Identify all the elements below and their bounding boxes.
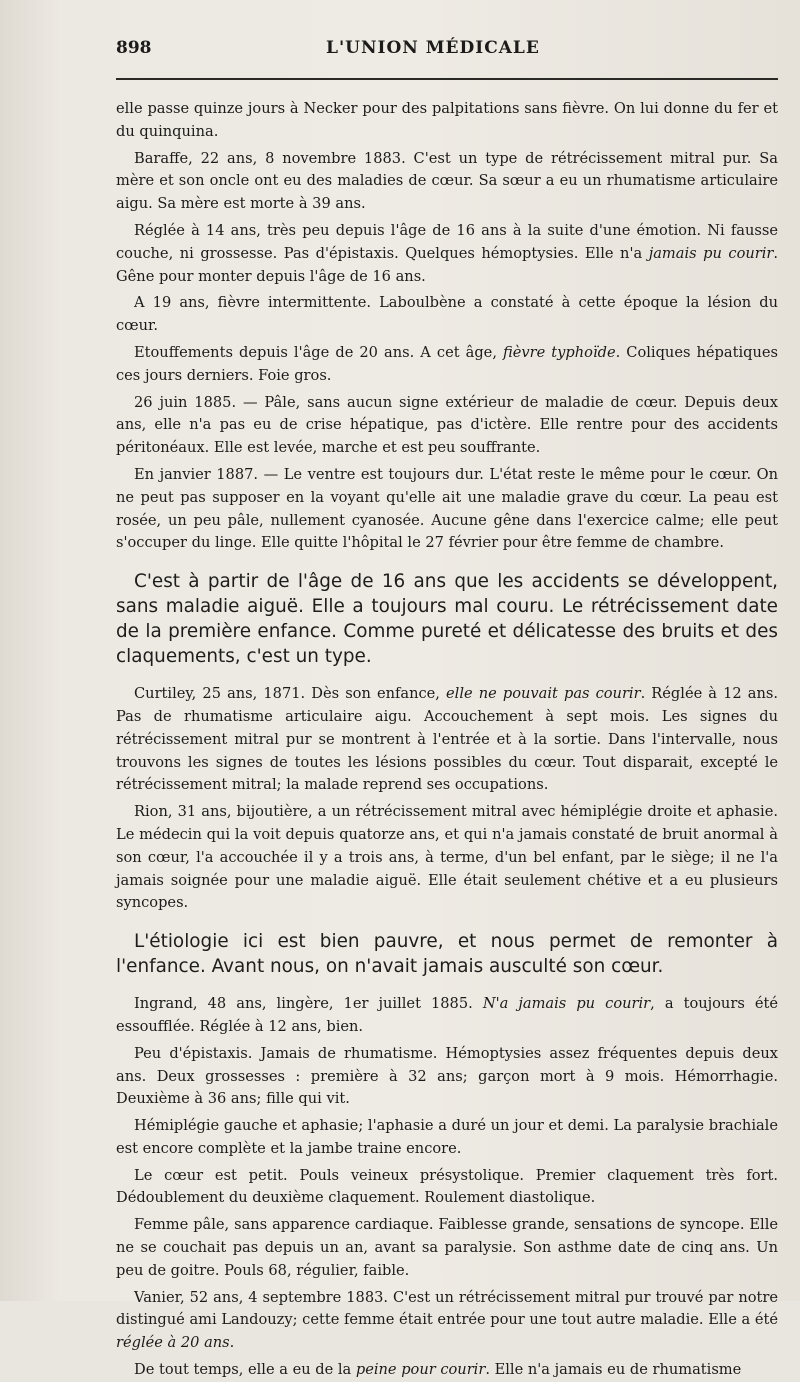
text-run: . Elle n'a jamais eu de rhumatisme: [485, 1361, 742, 1379]
text-run: Etouffements depuis l'âge de 20 ans. A cet âge,: [134, 343, 504, 361]
text-run: Le cœur est petit. Pouls veineux présystolique. Premier claquement très fort. Dédoublement du deuxième claquement. Roulement diastolique.: [116, 1166, 778, 1207]
text-run: Femme pâle, sans apparence cardiaque. Faiblesse grande, sensations de syncope. Elle ne se couchait pas depuis un an, avant sa paralysie. Son asthme date de cinq ans. Un peu de goitre. Pouls 68, régulier, faible.: [116, 1216, 778, 1279]
text-run: elle passe quinze jours à Necker pour des palpitations sans fièvre. On lui donne du fer et du quinquina.: [116, 100, 778, 140]
text-run: A 19 ans, fièvre intermittente. Laboulbène a constaté à cette époque la lésion du cœur.: [116, 294, 778, 335]
italic-run: jamais pu courir: [648, 244, 774, 262]
case-paragraph: [116, 392, 778, 460]
text-run: L'étiologie ici est bien pauvre, et nous permet de remonter à l'enfance. Avant nous, on n'avait jamais ausculté son cœur.: [116, 931, 778, 978]
case-paragraph: [116, 993, 778, 1039]
commentary-paragraph: [116, 569, 778, 669]
text-run: Ingrand, 48 ans, lingère, 1er juillet 1885.: [134, 995, 483, 1013]
text-run: Hémiplégie gauche et aphasie; l'aphasie a duré un jour et demi. La paralysie brachiale est encore complète et la jambe traine encore.: [116, 1117, 778, 1157]
text-run: C'est à partir de l'âge de 16 ans que les accidents se développent, sans maladie aiguë. Elle a toujours mal couru. Le rétrécissement date de la première enfance. Comme pureté et délicatesse des bruits et des claquements, c'est un type.: [116, 571, 778, 668]
text-run: De tout temps, elle a eu de la: [134, 1361, 356, 1379]
case-paragraph: [116, 342, 778, 388]
text-run: En janvier 1887. — Le ventre est toujours dur. L'état reste le même pour le cœur. On ne peut pas supposer en la voyant qu'elle ait une maladie grave du cœur. La peau est rosée, un peu pâle, nullement cyanosée. Aucune gêne dans l'exercice calme; elle peut s'occuper du linge. Elle quitte l'hôpital le 27 février pour être femme de chambre.: [116, 465, 778, 552]
case-paragraph: [116, 148, 778, 216]
italic-run: réglée à 20 ans: [116, 1334, 230, 1352]
case-paragraph: [116, 1359, 778, 1382]
text-run: . Gêne pour monter depuis l'âge de 16 ans.: [116, 244, 779, 285]
text-run: . Coliques hépatiques ces jours derniers. Foie gros.: [116, 343, 778, 384]
case-paragraph: [116, 220, 778, 288]
case-paragraph: [116, 683, 778, 797]
article-body: [116, 98, 778, 1382]
commentary-paragraph: [116, 929, 778, 979]
case-paragraph: [116, 1165, 778, 1211]
case-paragraph: [116, 801, 778, 915]
case-paragraph: [116, 1287, 778, 1355]
text-run: .: [229, 1334, 235, 1352]
case-paragraph: [116, 292, 778, 338]
case-paragraph: [116, 1115, 778, 1161]
running-title: L'UNION MÉDICALE: [326, 38, 540, 58]
text-run: . Réglée à 12 ans. Pas de rhumatisme articulaire aigu. Accouchement à sept mois. Les signes du rétrécissement mitral pur se montrent à l'entrée et à la sortie. Dans l'intervalle, nous trouvons les signes de toutes les lésions possibles du cœur. Tout disparait, excepté le rétrécissement mitral; la malade reprend ses occupations.: [116, 685, 778, 794]
text-run: Vanier, 52 ans, 4 septembre 1883. C'est un rétrécissement mitral pur trouvé par notre distingué ami Landouzy; cette femme était entrée pour une tout autre maladie. Elle a été: [116, 1288, 778, 1329]
italic-run: elle ne pouvait pas courir: [446, 685, 641, 703]
page-header: [116, 38, 778, 80]
italic-run: N'a jamais pu courir: [482, 995, 651, 1013]
text-run: Réglée à 14 ans, très peu depuis l'âge de 16 ans à la suite d'une émotion. Ni fausse couche, ni grossesse. Pas d'épistaxis. Quelques hémoptysies. Elle n'a: [116, 221, 778, 262]
text-run: Peu d'épistaxis. Jamais de rhumatisme. Hémoptysies assez fréquentes depuis deux ans. Deux grossesses : première à 32 ans; garçon mort à 9 mois. Hémorrhagie. Deuxième à 36 ans; fille qui vit.: [116, 1044, 778, 1108]
text-run: 26 juin 1885. — Pâle, sans aucun signe extérieur de maladie de cœur. Depuis deux ans, elle n'a pas eu de crise hépatique, pas d'ictère. Elle rentre pour des accidents péritonéaux. Elle est levée, marche et est peu souffrante.: [116, 393, 778, 457]
page-number: 898: [116, 38, 152, 58]
italic-run: fièvre typhoïde: [503, 343, 616, 361]
text-run: Baraffe, 22 ans, 8 novembre 1883. C'est un type de rétrécissement mitral pur. Sa mère et son oncle ont eu des maladies de cœur. Sa sœur a eu un rhumatisme articulaire aigu. Sa mère est morte à 39 ans.: [116, 149, 778, 213]
text-run: Curtiley, 25 ans, 1871. Dès son enfance,: [134, 685, 447, 703]
text-run: Rion, 31 ans, bijoutière, a un rétrécissement mitral avec hémiplégie droite et aphasie. Le médecin qui la voit depuis quatorze ans, et qui n'a jamais constaté de bruit anormal à son cœur, l'a accouchée il y a trois ans, à terme, d'un bel enfant, par le siège; il ne l'a jamais soignée pour une maladie aiguë. Elle était seulement chétive et a eu plusieurs syncopes.: [116, 803, 778, 912]
case-paragraph: [116, 1043, 778, 1111]
case-paragraph: [116, 464, 778, 555]
italic-run: peine pour courir: [355, 1361, 486, 1379]
case-paragraph: [116, 98, 778, 144]
case-paragraph: [116, 1214, 778, 1282]
text-run: , a toujours été essoufflée. Réglée à 12 ans, bien.: [116, 995, 778, 1035]
